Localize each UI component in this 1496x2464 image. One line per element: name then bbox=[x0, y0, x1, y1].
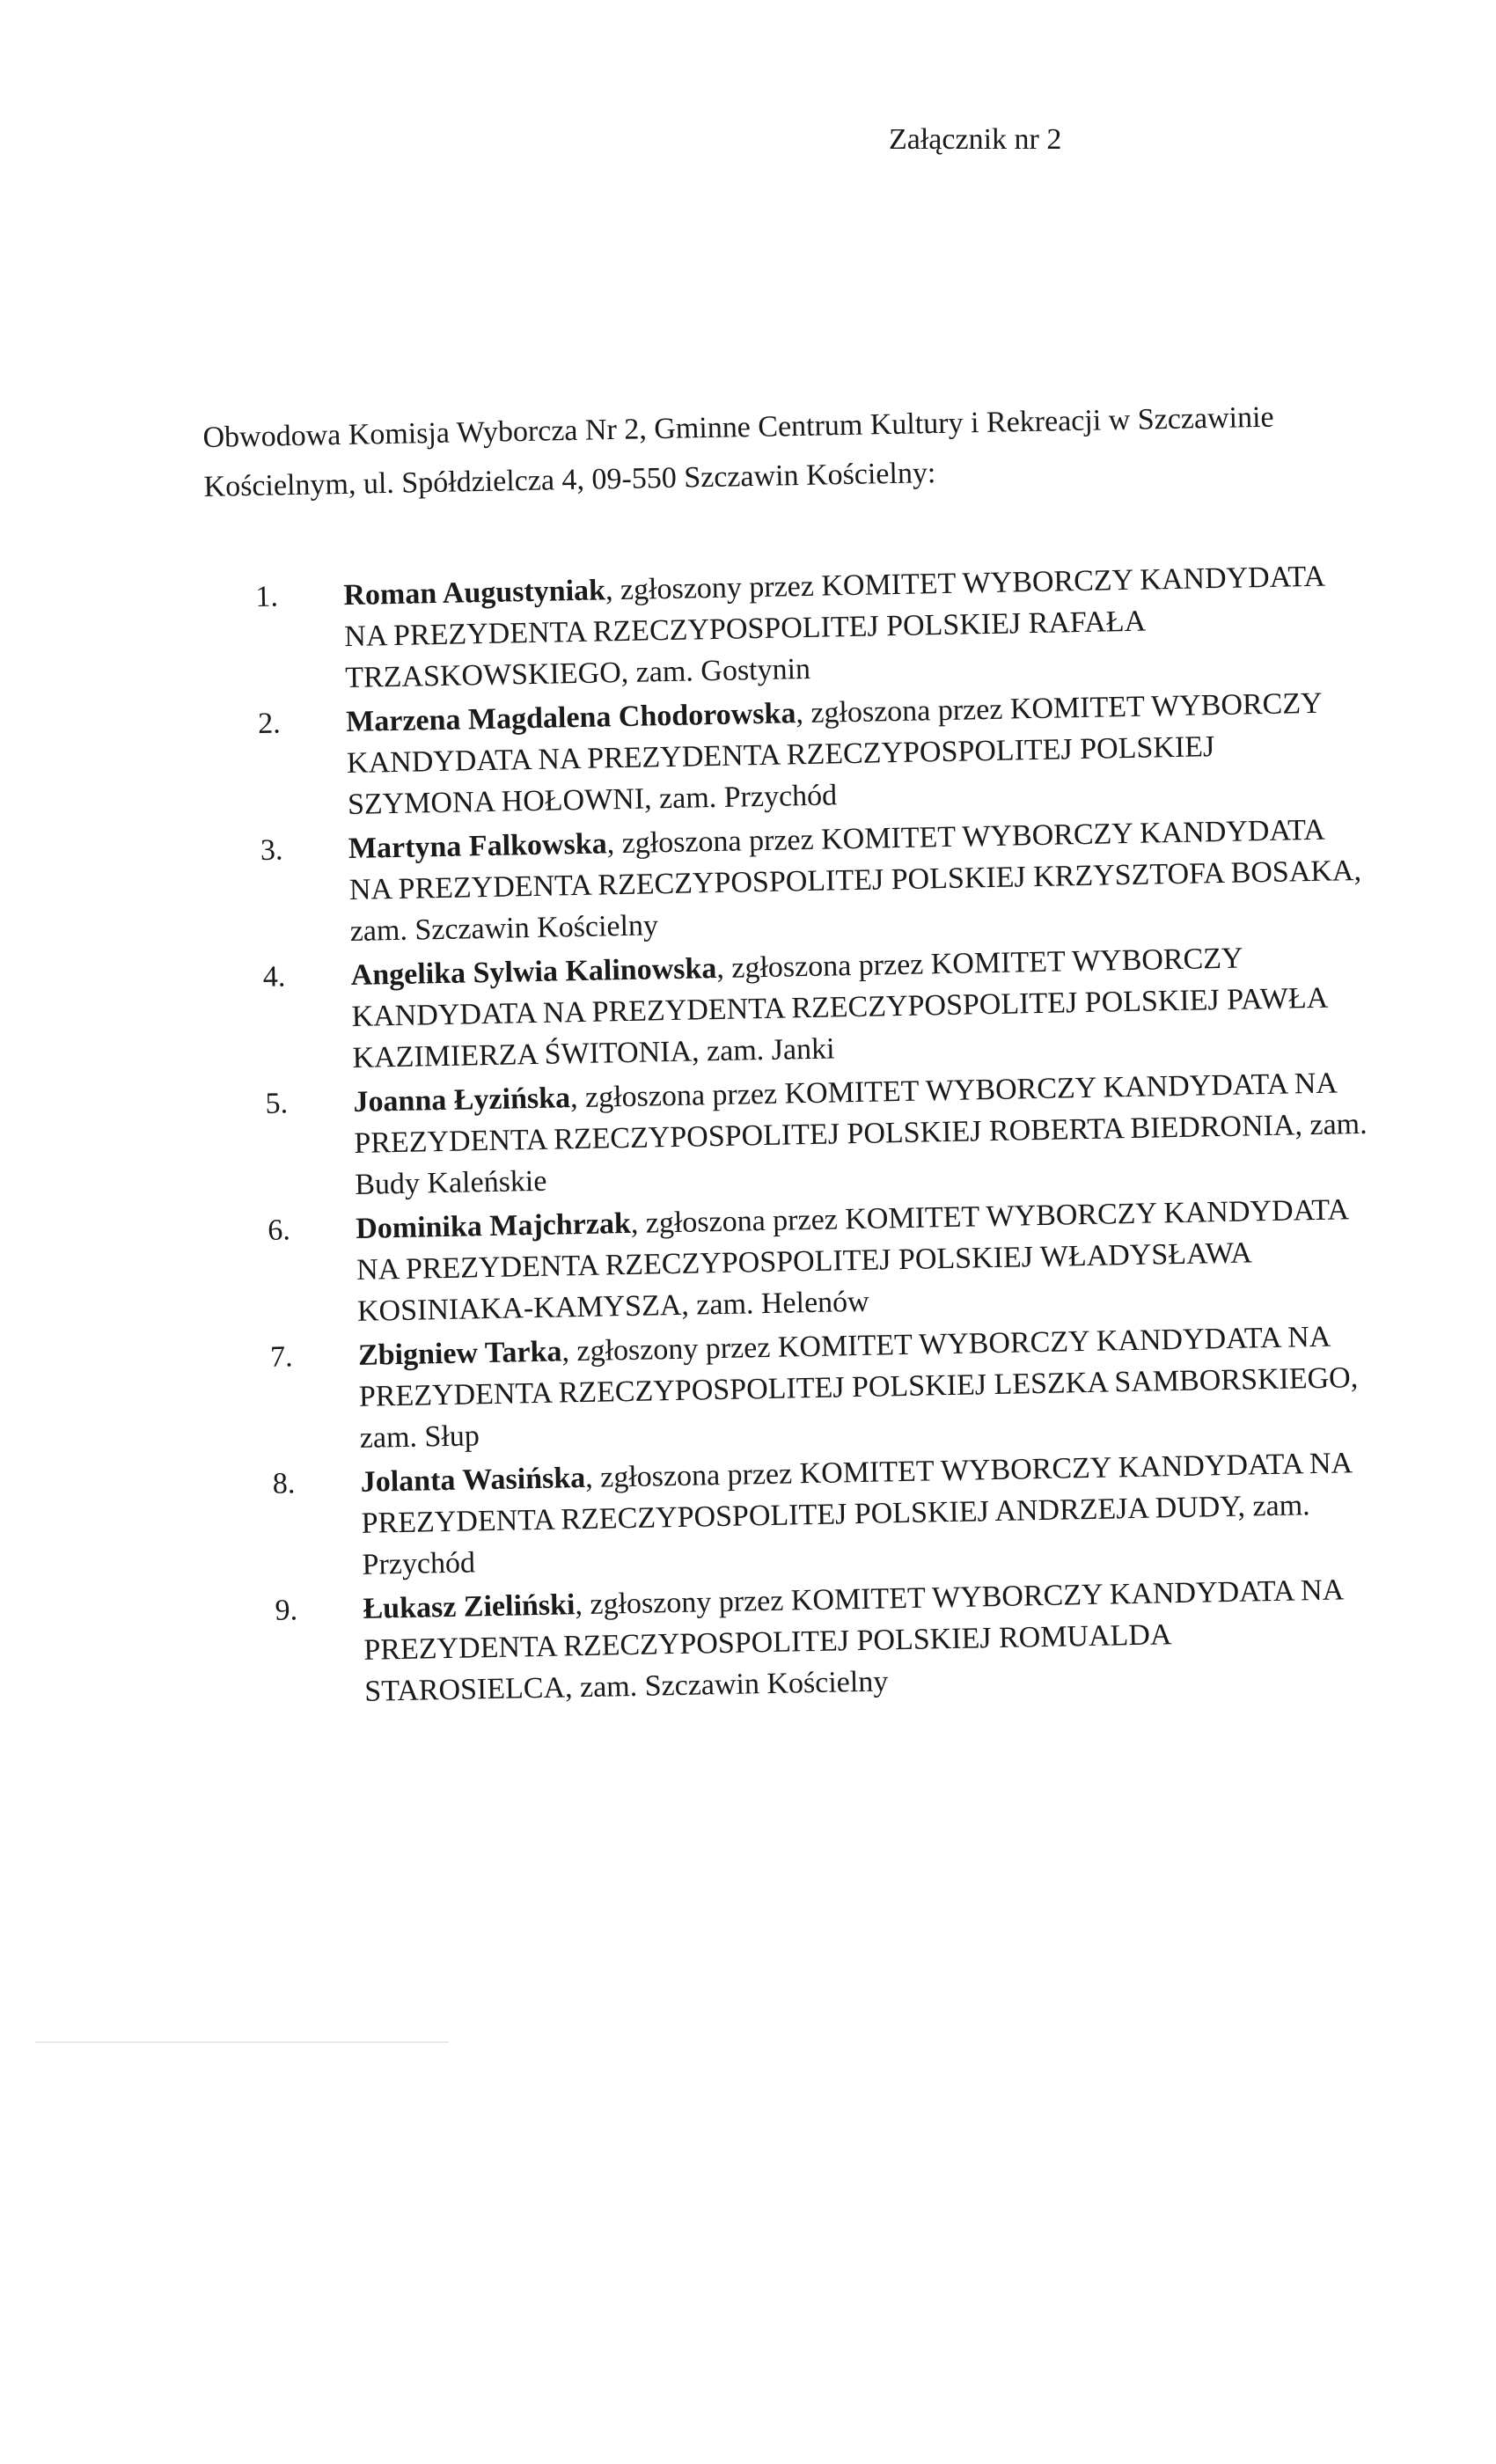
member-details: , zgłoszona przez KOMITET WYBORCZY KANDYDATA NA PREZYDENTA RZECZYPOSPOLITEJ POLSKIEJ PAWŁA KAZIMIERZA ŚWITONIA, zam. Janki bbox=[351, 942, 1327, 1074]
member-name: Marzena Magdalena Chodorowska bbox=[345, 697, 796, 739]
member-name: Łukasz Zieliński bbox=[363, 1588, 576, 1625]
member-number: 9. bbox=[275, 1594, 298, 1627]
member-number: 3. bbox=[260, 833, 283, 867]
member-number: 2. bbox=[257, 707, 282, 740]
member-number: 6. bbox=[267, 1214, 291, 1247]
member-details: , zgłoszony przez KOMITET WYBORCZY KANDYDATA NA PREZYDENTA RZECZYPOSPOLITEJ POLSKIEJ LESZKA SAMBORSKIEGO, zam. Słup bbox=[358, 1320, 1359, 1455]
list-item bbox=[268, 1189, 1378, 1334]
member-details: , zgłoszony przez KOMITET WYBORCZY KANDYDATA NA PREZYDENTA RZECZYPOSPOLITEJ POLSKIEJ ROMUALDA STAROSIELCA, zam. Szczawin Kościelny bbox=[363, 1573, 1343, 1708]
list-item bbox=[272, 1442, 1382, 1588]
member-name: Zbigniew Tarka bbox=[357, 1335, 562, 1372]
member-name: Joanna Łyzińska bbox=[353, 1082, 571, 1118]
member-name: Martyna Falkowska bbox=[348, 827, 607, 866]
member-number: 1. bbox=[255, 580, 279, 613]
member-name: Angelika Sylwia Kalinowska bbox=[350, 952, 717, 992]
list-item bbox=[262, 935, 1373, 1081]
list-item bbox=[260, 809, 1371, 954]
list-item bbox=[275, 1569, 1385, 1714]
member-name: Jolanta Wasińska bbox=[360, 1461, 586, 1499]
member-details: , zgłoszona przez KOMITET WYBORCZY KANDYDATA NA PREZYDENTA RZECZYPOSPOLITEJ POLSKIEJ SZYMONA HOŁOWNI, zam. Przychód bbox=[346, 686, 1322, 822]
member-number: 5. bbox=[265, 1087, 289, 1120]
commission-intro: Obwodowa Komisja Wyborcza Nr 2, Gminne Centrum Kultury i Rekreacji w Szczawinie Kościelnym, ul. Spółdzielcza 4, 09-550 Szczawin Kościelny: bbox=[202, 400, 1274, 503]
member-details: , zgłoszona przez KOMITET WYBORCZY KANDYDATA NA PREZYDENTA RZECZYPOSPOLITEJ POLSKIEJ WŁADYSŁAWA KOSINIAKA-KAMYSZA, zam. Helenów bbox=[356, 1193, 1348, 1328]
attachment-label: Załącznik nr 2 bbox=[889, 123, 1062, 156]
list-item bbox=[255, 555, 1366, 700]
list-item bbox=[270, 1316, 1381, 1461]
list-item bbox=[258, 682, 1368, 827]
member-details: , zgłoszona przez KOMITET WYBORCZY KANDYDATA NA PREZYDENTA RZECZYPOSPOLITEJ POLSKIEJ KRZYSZTOFA BOSAKA, zam. Szczawin Kościelny bbox=[348, 813, 1362, 949]
member-details: , zgłoszona przez KOMITET WYBORCZY KANDYDATA NA PREZYDENTA RZECZYPOSPOLITEJ POLSKIEJ ANDRZEJA DUDY, zam. Przychód bbox=[361, 1447, 1352, 1581]
member-number: 7. bbox=[269, 1340, 293, 1374]
member-number: 8. bbox=[272, 1467, 296, 1500]
member-details: , zgłoszony przez KOMITET WYBORCZY KANDYDATA NA PREZYDENTA RZECZYPOSPOLITEJ POLSKIEJ RAFAŁA TRZASKOWSKIEGO, zam. Gostynin bbox=[343, 560, 1324, 695]
list-item bbox=[265, 1062, 1375, 1207]
member-details: , zgłoszona przez KOMITET WYBORCZY KANDYDATA NA PREZYDENTA RZECZYPOSPOLITEJ POLSKIEJ ROBERTA BIEDRONIA, zam. Budy Kaleńskie bbox=[354, 1067, 1368, 1201]
member-number: 4. bbox=[262, 960, 286, 994]
members-list bbox=[255, 555, 1386, 1717]
member-name: Roman Augustyniak bbox=[343, 574, 606, 612]
member-name: Dominika Majchrzak bbox=[355, 1206, 632, 1245]
